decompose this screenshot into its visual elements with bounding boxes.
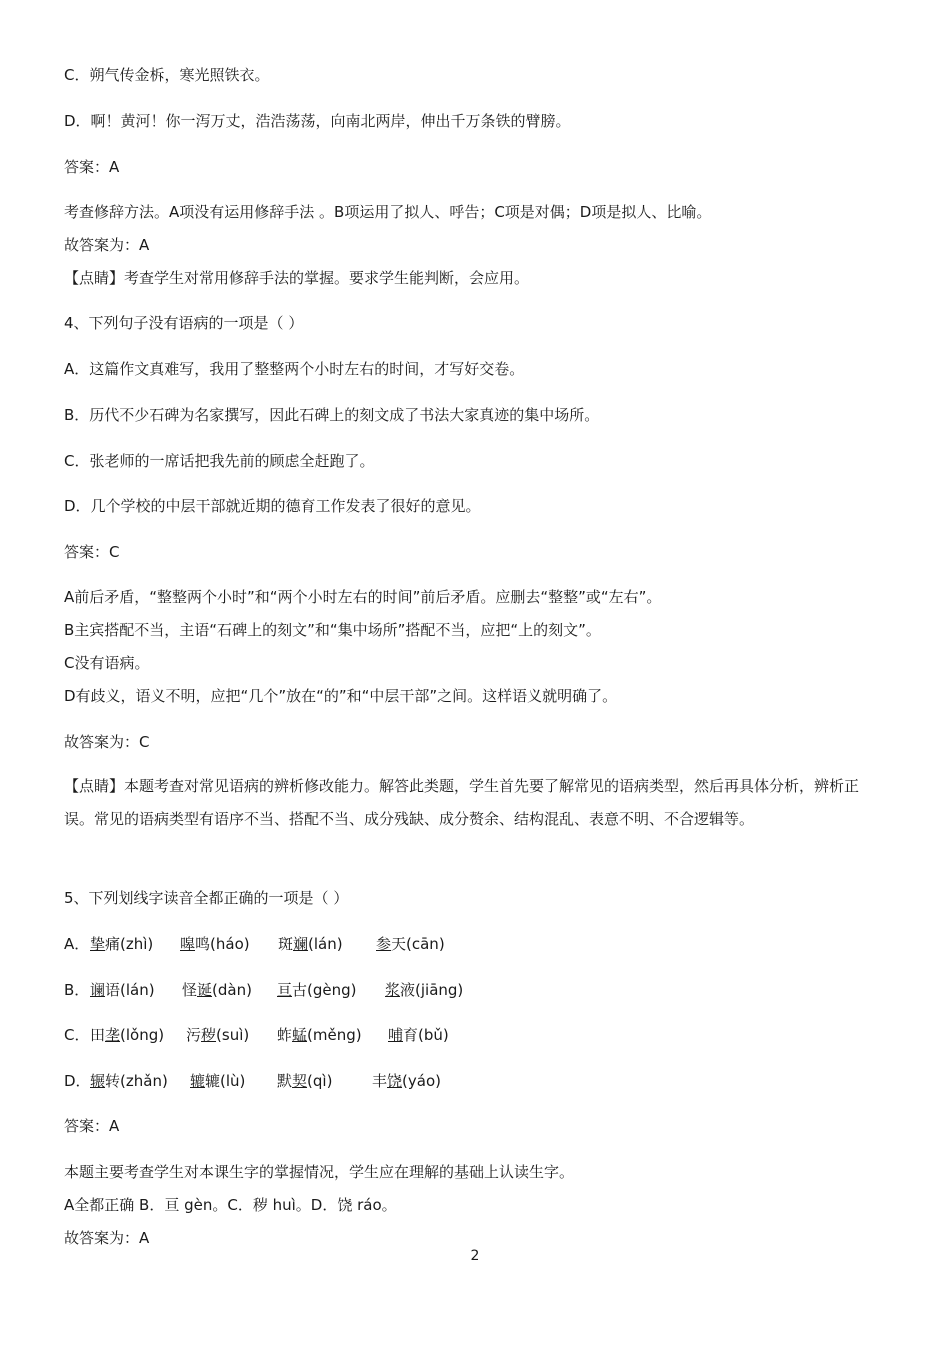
q4-option-d: D．几个学校的中层干部就近期的德育工作发表了很好的意见。 [64, 497, 481, 515]
q4-analysis-b: B主宾搭配不当，主语“石碑上的刻文”和“集中场所”搭配不当，应把“上的刻文”。 [64, 621, 601, 639]
q5-question: 5、下列划线字读音全都正确的一项是（ ） [64, 889, 349, 907]
q3-answer: 答案：A [64, 158, 120, 176]
q4-analysis-d: D有歧义，语义不明，应把“几个”放在“的”和“中层干部”之间。这样语义就明确了。 [64, 687, 618, 705]
page-number: 2 [470, 1248, 480, 1264]
q4-question: 4、下列句子没有语病的一项是（ ） [64, 314, 304, 332]
q3-tip: 【点睛】考查学生对常用修辞手法的掌握。要求学生能判断，会应用。 [64, 269, 530, 287]
q4-answer: 答案：C [64, 543, 120, 561]
q4-option-b: B．历代不少石碑为名家撰写，因此石碑上的刻文成了书法大家真迹的集中场所。 [64, 406, 600, 424]
q5-conclusion: 故答案为：A [64, 1229, 150, 1247]
q5-answer: 答案：A [64, 1117, 120, 1135]
q4-analysis-a: A前后矛盾，“整整两个小时”和“两个小时左右的时间”前后矛盾。应删去“整整”或“左右”。 [64, 588, 662, 606]
q5-option-a: A． 挚痛(zhì) 嗥鸣(háo) 斑斓(lán) 参天(cān) [64, 935, 445, 953]
q4-option-c: C．张老师的一席话把我先前的顾虑全赶跑了。 [64, 452, 375, 470]
q5-analysis: 本题主要考查学生对本课生字的掌握情况，学生应在理解的基础上认读生字。 [64, 1163, 575, 1181]
q3-conclusion: 故答案为：A [64, 236, 150, 254]
q3-analysis: 考查修辞方法。A项没有运用修辞手法 。B项运用了拟人、呼告；C项是对偶；D项是拟人、比喻。 [64, 203, 712, 221]
q4-option-a: A．这篇作文真难写，我用了整整两个小时左右的时间，才写好交卷。 [64, 360, 525, 378]
q5-option-b: B． 谰语(lán) 怪诞(dàn) 亘古(gèng) 浆液(jiāng) [64, 981, 464, 999]
q3-option-d: D．啊！黄河！你一泻万丈，浩浩荡荡，向南北两岸，伸出千万条铁的臂膀。 [64, 112, 571, 130]
q5-option-c: C． 田垄(lǒng) 污秽(suì) 蚱蜢(měng) 哺育(bǔ) [64, 1026, 449, 1044]
q4-conclusion: 故答案为：C [64, 733, 150, 751]
q5-option-d: D． 辗转(zhǎn) 辘辘(lù) 默契(qì) 丰饶(yáo) [64, 1072, 441, 1090]
q4-analysis-c: C没有语病。 [64, 654, 150, 672]
q4-tip: 【点睛】本题考查对常见语病的辨析修改能力。解答此类题，学生首先要了解常见的语病类型，然后再具体分析，辨析正误。常见的语病类型有语序不当、搭配不当、成分残缺、成分赘余、结构混乱、表意不明、不合逻辑等。 [64, 777, 860, 828]
q5-analysis-detail: A全都正确 B．亘 gèn。C．秽 huì。D．饶 ráo。 [64, 1196, 397, 1214]
q3-option-c: C．朔气传金柝，寒光照铁衣。 [64, 66, 270, 84]
